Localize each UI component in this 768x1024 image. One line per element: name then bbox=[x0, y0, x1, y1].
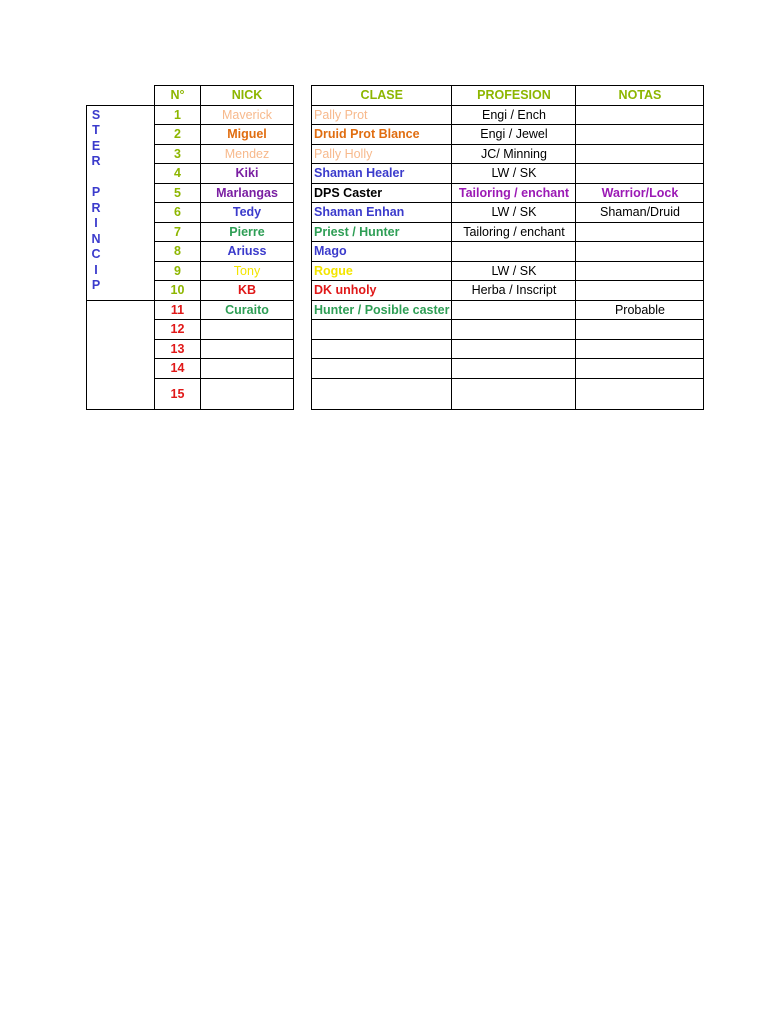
header-clase: CLASE bbox=[312, 86, 452, 106]
details-header-row bbox=[312, 86, 704, 106]
row-number: 13 bbox=[155, 339, 201, 359]
row-nick bbox=[201, 339, 294, 359]
roster-row bbox=[87, 105, 294, 125]
row-clase: Rogue bbox=[312, 261, 452, 281]
row-profesion: Tailoring / enchant bbox=[452, 183, 576, 203]
details-row bbox=[312, 378, 704, 409]
details-row bbox=[312, 300, 704, 320]
row-nick: Tony bbox=[201, 261, 294, 281]
row-profesion bbox=[452, 300, 576, 320]
row-notas bbox=[576, 125, 704, 145]
row-clase bbox=[312, 320, 452, 340]
row-number: 14 bbox=[155, 359, 201, 379]
row-number: 2 bbox=[155, 125, 201, 145]
row-number: 9 bbox=[155, 261, 201, 281]
row-clase bbox=[312, 378, 452, 409]
row-nick: Pierre bbox=[201, 222, 294, 242]
details-row bbox=[312, 164, 704, 184]
row-number: 6 bbox=[155, 203, 201, 223]
row-number: 1 bbox=[155, 105, 201, 125]
row-notas bbox=[576, 320, 704, 340]
details-row bbox=[312, 105, 704, 125]
row-nick: Maverick bbox=[201, 105, 294, 125]
row-clase bbox=[312, 339, 452, 359]
row-profesion: JC/ Minning bbox=[452, 144, 576, 164]
row-notas bbox=[576, 359, 704, 379]
row-notas: Warrior/Lock bbox=[576, 183, 704, 203]
row-profesion bbox=[452, 320, 576, 340]
row-number: 15 bbox=[155, 378, 201, 409]
row-nick bbox=[201, 320, 294, 340]
side-letter: P bbox=[91, 278, 101, 292]
side-letter: R bbox=[91, 154, 101, 168]
details-table-body bbox=[312, 86, 704, 410]
row-nick bbox=[201, 378, 294, 409]
row-nick: Ariuss bbox=[201, 242, 294, 262]
row-nick bbox=[201, 359, 294, 379]
side-blank-cell bbox=[87, 300, 155, 409]
row-number: 5 bbox=[155, 183, 201, 203]
row-nick: Marlangas bbox=[201, 183, 294, 203]
row-number: 10 bbox=[155, 281, 201, 301]
row-clase: Hunter / Posible caster bbox=[312, 300, 452, 320]
row-nick: KB bbox=[201, 281, 294, 301]
row-nick: Kiki bbox=[201, 164, 294, 184]
header-profesion: PROFESION bbox=[452, 86, 576, 106]
header-num: N° bbox=[155, 86, 201, 106]
details-row bbox=[312, 242, 704, 262]
row-number: 12 bbox=[155, 320, 201, 340]
row-clase: Pally Prot bbox=[312, 105, 452, 125]
row-profesion: Engi / Ench bbox=[452, 105, 576, 125]
roster-header-row bbox=[87, 86, 294, 106]
roster-table bbox=[86, 85, 294, 410]
details-row bbox=[312, 281, 704, 301]
row-profesion: Tailoring / enchant bbox=[452, 222, 576, 242]
side-vertical-label bbox=[87, 108, 153, 294]
details-row bbox=[312, 125, 704, 145]
row-profesion: LW / SK bbox=[452, 203, 576, 223]
details-row bbox=[312, 359, 704, 379]
row-notas bbox=[576, 378, 704, 409]
row-profesion: Herba / Inscript bbox=[452, 281, 576, 301]
row-nick: Miguel bbox=[201, 125, 294, 145]
row-clase: DK unholy bbox=[312, 281, 452, 301]
row-profesion bbox=[452, 359, 576, 379]
row-nick: Tedy bbox=[201, 203, 294, 223]
row-notas bbox=[576, 222, 704, 242]
row-notas bbox=[576, 261, 704, 281]
details-row bbox=[312, 339, 704, 359]
row-clase: Priest / Hunter bbox=[312, 222, 452, 242]
row-notas bbox=[576, 144, 704, 164]
row-notas bbox=[576, 105, 704, 125]
row-nick: Curaito bbox=[201, 300, 294, 320]
side-letter: I bbox=[94, 262, 98, 277]
details-table bbox=[311, 85, 704, 410]
side-letter: S bbox=[91, 107, 101, 122]
row-profesion bbox=[452, 378, 576, 409]
side-letter bbox=[87, 170, 105, 186]
corner-blank bbox=[87, 86, 155, 106]
row-clase: DPS Caster bbox=[312, 183, 452, 203]
row-clase bbox=[312, 359, 452, 379]
side-letter: P bbox=[91, 185, 101, 199]
header-notas: NOTAS bbox=[576, 86, 704, 106]
row-profesion: LW / SK bbox=[452, 164, 576, 184]
side-letter: C bbox=[91, 247, 101, 261]
row-clase: Shaman Enhan bbox=[312, 203, 452, 223]
side-letter: R bbox=[91, 200, 101, 215]
row-notas: Probable bbox=[576, 300, 704, 320]
details-row bbox=[312, 261, 704, 281]
row-clase: Pally Holly bbox=[312, 144, 452, 164]
row-number: 8 bbox=[155, 242, 201, 262]
row-profesion: LW / SK bbox=[452, 261, 576, 281]
row-notas bbox=[576, 281, 704, 301]
details-row bbox=[312, 183, 704, 203]
row-notas bbox=[576, 164, 704, 184]
row-nick: Mendez bbox=[201, 144, 294, 164]
details-row bbox=[312, 320, 704, 340]
row-number: 3 bbox=[155, 144, 201, 164]
row-number: 4 bbox=[155, 164, 201, 184]
roster-row bbox=[87, 300, 294, 320]
header-nick: NICK bbox=[201, 86, 294, 106]
row-clase: Druid Prot Blance bbox=[312, 125, 452, 145]
side-letter: E bbox=[91, 138, 101, 153]
row-number: 11 bbox=[155, 300, 201, 320]
row-profesion: Engi / Jewel bbox=[452, 125, 576, 145]
details-row bbox=[312, 203, 704, 223]
row-clase: Mago bbox=[312, 242, 452, 262]
row-notas bbox=[576, 339, 704, 359]
row-profesion bbox=[452, 242, 576, 262]
row-profesion bbox=[452, 339, 576, 359]
row-number: 7 bbox=[155, 222, 201, 242]
side-letter: N bbox=[91, 231, 101, 246]
roster-table-body bbox=[87, 86, 294, 410]
details-row bbox=[312, 222, 704, 242]
side-letter: I bbox=[94, 216, 98, 230]
side-label-cell bbox=[87, 105, 155, 300]
row-clase: Shaman Healer bbox=[312, 164, 452, 184]
details-row bbox=[312, 144, 704, 164]
row-notas: Shaman/Druid bbox=[576, 203, 704, 223]
side-letter: T bbox=[92, 123, 100, 137]
row-notas bbox=[576, 242, 704, 262]
